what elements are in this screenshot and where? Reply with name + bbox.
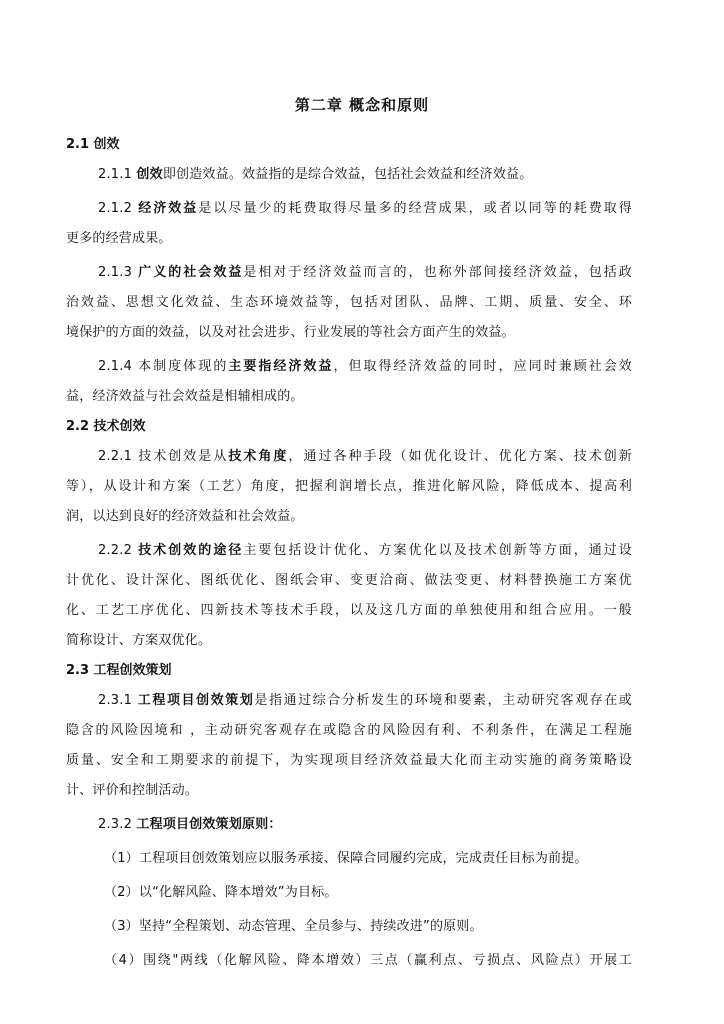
clause-text: ，通过各种手段（如优化设计、优化方案、技术创新 <box>288 449 632 464</box>
paragraph-line: 隐含的风险因境和 ，主动研究客观存在或隐含的风险因有利、不利条件，在满足工程施 <box>66 723 632 738</box>
paragraph-2-1-2 <box>66 194 632 224</box>
clause-text: 即创造效益。效益指的是综合效益，包括社会效益和经济效益。 <box>162 167 533 182</box>
term-bold: 技术创效的途径 <box>138 543 244 558</box>
section-heading-2-2: 2.2 技术创效 <box>66 419 146 434</box>
paragraph-2-1-1 <box>66 160 632 190</box>
clause-number: 2.1.3 <box>98 265 139 280</box>
clause-number: 2.3.2 <box>98 817 137 832</box>
clause-number: 2.2.1 <box>98 449 139 464</box>
chapter-title: 第二章 概念和原则 <box>294 96 430 114</box>
paragraph-2-2-2 <box>66 536 632 566</box>
clause-text: 技术创效是从 <box>138 449 229 464</box>
term-bold: 创效 <box>136 167 163 182</box>
paragraph-line: 等），从设计和方案（工艺）角度，把握利润增长点，推进化解风险，降低成本、提高利 <box>66 479 632 494</box>
paragraph-2-3-2 <box>66 810 632 840</box>
term-bold: 主要指经济效益 <box>228 359 334 374</box>
list-item: （3）坚持“全程策划、动态管理、全员参与、持续改进”的原则。 <box>104 919 483 934</box>
clause-text: 是相对于经济效益而言的，也称外部间接经济效益，包括政 <box>243 265 632 280</box>
clause-text: 主要包括设计优化、方案优化以及技术创新等方面，通过设 <box>243 543 632 558</box>
paragraph-2-1-4 <box>66 352 632 382</box>
paragraph-line: 益，经济效益与社会效益是相辅相成的。 <box>66 389 304 404</box>
paragraph-2-2-1 <box>66 442 632 472</box>
section-heading-2-3: 2.3 工程创效策划 <box>66 663 172 678</box>
term-bold: 工程项目创效策划原则： <box>136 817 282 832</box>
paragraph-line: 简称设计、方案双优化。 <box>66 633 212 648</box>
term-bold: 经济效益 <box>138 201 199 216</box>
clause-number: 2.2.2 <box>98 543 139 558</box>
list-item: （4）围绕"两线（化解风险、降本增效）三点（赢利点、亏损点、风险点）开展工 <box>104 953 632 968</box>
clause-number: 2.3.1 <box>98 693 138 708</box>
paragraph-line: 润，以达到良好的经济效益和社会效益。 <box>66 509 304 524</box>
clause-number: 2.1.2 <box>98 201 139 216</box>
paragraph-2-3-1 <box>66 686 632 716</box>
list-item: （2）以“化解风险、降本增效”为目标。 <box>104 885 338 900</box>
document-body <box>66 130 632 976</box>
clause-number: 2.1.1 <box>98 167 137 182</box>
paragraph-2-1-3 <box>66 258 632 288</box>
term-bold: 广义的社会效益 <box>138 265 244 280</box>
paragraph-line: 境保护的方面的效益，以及对社会进步、行业发展的等社会方面产生的效益。 <box>66 325 515 340</box>
paragraph-line: 治效益、思想文化效益、生态环境效益等，包括对团队、品牌、工期、质量、安全、环 <box>66 295 632 310</box>
paragraph-line: 更多的经营成果。 <box>66 231 172 246</box>
term-bold: 技术角度 <box>228 449 289 464</box>
paragraph-line: 计优化、设计深化、图纸优化、图纸会审、变更洽商、做法变更、材料替换施工方案优 <box>66 573 632 588</box>
list-item: （1）工程项目创效策划应以服务承接、保障合同履约完成，完成责任目标为前提。 <box>104 851 588 866</box>
term-bold: 工程项目创效策划 <box>137 693 255 708</box>
paragraph-line: 计、评价和控制活动。 <box>66 783 199 798</box>
clause-number: 2.1.4 <box>98 359 139 374</box>
clause-text: 是指通过综合分析发生的环境和要素，主动研究客观存在或 <box>254 693 632 708</box>
clause-text: 是以尽量少的耗费取得尽量多的经营成果，或者以同等的耗费取得 <box>198 201 632 216</box>
section-heading-2-1: 2.1 创效 <box>66 137 120 152</box>
paragraph-line: 化、工艺工序优化、四新技术等技术手段，以及这几方面的单独使用和组合应用。一般 <box>66 603 632 618</box>
paragraph-line: 质量、安全和工期要求的前提下，为实现项目经济效益最大化而主动实施的商务策略设 <box>66 753 632 768</box>
clause-text: 本制度体现的 <box>138 359 229 374</box>
clause-text: ，但取得经济效益的同时，应同时兼顾社会效 <box>333 359 632 374</box>
